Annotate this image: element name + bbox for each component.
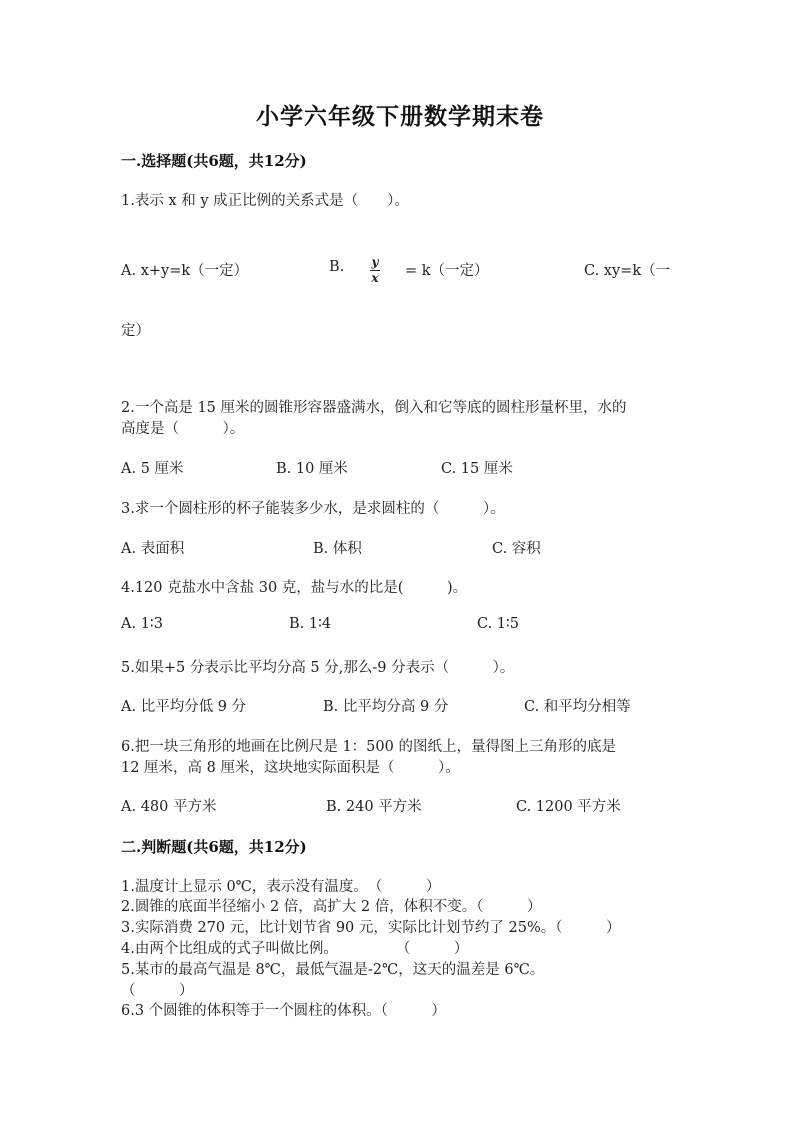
page-title: 小学六年级下册数学期末卷 — [256, 103, 544, 130]
question-3-text: 3.求一个圆柱形的杯子能装多少水，是求圆柱的（ ）。 — [121, 501, 505, 517]
question-1-option-b-label: B. — [329, 259, 345, 275]
question-5-option-a: A. 比平均分低 9 分 — [121, 699, 247, 715]
question-2-option-c: C. 15 厘米 — [441, 461, 513, 477]
question-6-line-1: 6.把一块三角形的地画在比例尺是 1：500 的图纸上，量得图上三角形的底是 — [121, 739, 616, 755]
question-1-option-b-fraction — [370, 256, 380, 285]
question-1-option-c-continued: 定） — [121, 323, 150, 339]
question-6-line-2: 12 厘米，高 8 厘米，这块地实际面积是（ ）。 — [121, 760, 460, 776]
true-false-item-4: 4.由两个比组成的式子叫做比例。 （ ） — [121, 941, 469, 957]
question-1-option-c: C. xy=k（一 — [584, 263, 671, 279]
true-false-item-5: 5.某市的最高气温是 8℃，最低气温是-2℃，这天的温差是 6℃。 — [121, 962, 545, 978]
section-heading-true-false: 二.判断题(共6题，共12分) — [121, 838, 307, 856]
question-1-text: 1.表示 x 和 y 成正比例的关系式是（ ）。 — [121, 193, 409, 209]
question-6-option-a: A. 480 平方米 — [121, 799, 217, 815]
question-4-option-a: A. 1∶3 — [121, 616, 163, 632]
question-5-option-b: B. 比平均分高 9 分 — [323, 699, 449, 715]
true-false-item-2: 2.圆锥的底面半径缩小 2 倍，高扩大 2 倍，体积不变。（ ） — [121, 899, 542, 915]
fraction-denominator: x — [371, 271, 379, 285]
true-false-item-3: 3.实际消费 270 元，比计划节省 90 元，实际比计划节约了 25%。（ ） — [121, 920, 621, 936]
true-false-item-1: 1.温度计上显示 0℃，表示没有温度。 （ ） — [121, 879, 441, 895]
question-4-text: 4.120 克盐水中含盐 30 克，盐与水的比是( )。 — [121, 580, 468, 596]
question-1-option-b-suffix: = k（一定） — [405, 263, 489, 279]
question-4-option-c: C. 1∶5 — [477, 616, 520, 632]
question-4-option-b: B. 1∶4 — [289, 616, 332, 632]
question-2-option-b: B. 10 厘米 — [276, 461, 348, 477]
question-3-option-a: A. 表面积 — [121, 541, 185, 557]
fraction-numerator: y — [371, 255, 379, 269]
true-false-item-5-answer-blank: （ ） — [121, 983, 194, 999]
question-5-text: 5.如果+5 分表示比平均分高 5 分,那么-9 分表示（ ）。 — [121, 660, 515, 676]
question-2-option-a: A. 5 厘米 — [121, 461, 184, 477]
question-5-option-c: C. 和平均分相等 — [524, 699, 631, 715]
question-2-line-2: 高度是（ ）。 — [121, 421, 245, 437]
true-false-item-6: 6.3 个圆锥的体积等于一个圆柱的体积。（ ） — [121, 1003, 446, 1019]
question-3-option-c: C. 容积 — [492, 541, 541, 557]
section-heading-choice: 一.选择题(共6题，共12分) — [121, 152, 307, 170]
question-6-option-c: C. 1200 平方米 — [516, 799, 621, 815]
question-3-option-b: B. 体积 — [313, 541, 362, 557]
question-2-line-1: 2.一个高是 15 厘米的圆锥形容器盛满水，倒入和它等底的圆柱形量杯里，水的 — [121, 400, 627, 416]
question-1-option-a: A. x+y=k（一定） — [121, 263, 249, 279]
question-6-option-b: B. 240 平方米 — [326, 799, 422, 815]
